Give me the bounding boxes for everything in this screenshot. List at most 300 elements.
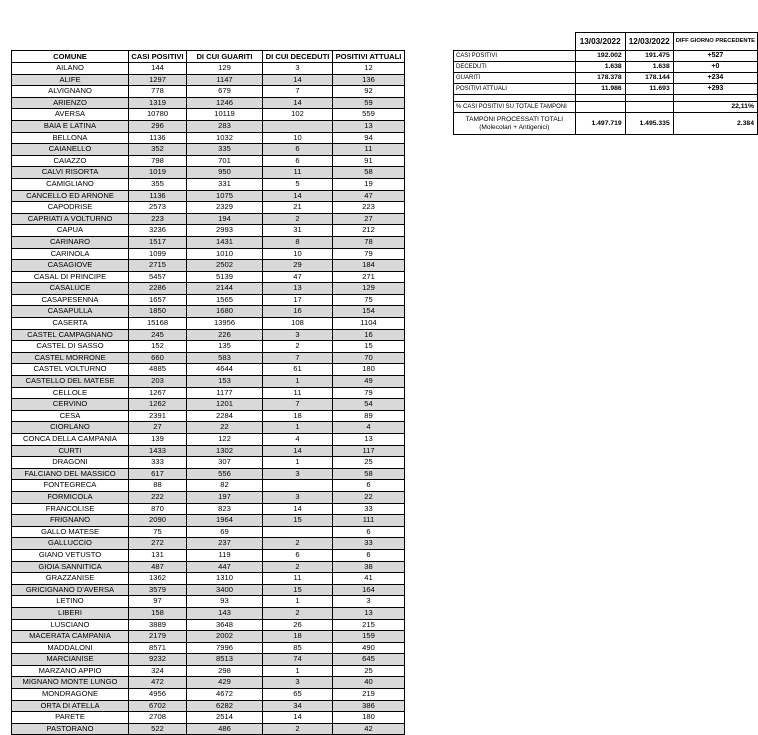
cell-guariti: 143 (187, 607, 263, 619)
cell-deceduti: 14 (263, 97, 333, 109)
cell-guariti: 226 (187, 329, 263, 341)
cell-comune: PASTORANO (12, 723, 129, 735)
table-row (12, 700, 405, 712)
cell-deceduti: 11 (263, 387, 333, 399)
summary-tamponi-diff: 2.384 (673, 113, 757, 135)
cell-deceduti (263, 120, 333, 132)
table-row (12, 376, 405, 388)
cell-guariti: 556 (187, 468, 263, 480)
cell-positivi-attuali: 1104 (333, 318, 405, 330)
table-row (12, 202, 405, 214)
cell-casi-positivi: 158 (129, 607, 187, 619)
cell-casi-positivi: 2708 (129, 712, 187, 724)
cell-casi-positivi: 352 (129, 144, 187, 156)
cell-deceduti: 14 (263, 74, 333, 86)
cell-comune: CASAL DI PRINCIPE (12, 271, 129, 283)
table-row (12, 654, 405, 666)
cell-positivi-attuali: 13 (333, 607, 405, 619)
cell-positivi-attuali: 79 (333, 248, 405, 260)
cell-deceduti: 16 (263, 306, 333, 318)
cell-casi-positivi: 522 (129, 723, 187, 735)
cell-deceduti: 2 (263, 538, 333, 550)
cell-comune: CANCELLO ED ARNONE (12, 190, 129, 202)
summary-tamponi-label (454, 113, 576, 135)
table-row (12, 86, 405, 98)
cell-comune: CARINARO (12, 236, 129, 248)
cell-comune: ALVIGNANO (12, 86, 129, 98)
table-row (12, 329, 405, 341)
cell-casi-positivi: 8571 (129, 642, 187, 654)
cell-casi-positivi: 4885 (129, 364, 187, 376)
cell-casi-positivi: 3579 (129, 584, 187, 596)
cell-comune: CESA (12, 410, 129, 422)
cell-casi-positivi: 15168 (129, 318, 187, 330)
cell-deceduti: 10 (263, 132, 333, 144)
cell-positivi-attuali: 25 (333, 457, 405, 469)
table-row (12, 294, 405, 306)
table-row (12, 468, 405, 480)
cell-deceduti: 17 (263, 294, 333, 306)
cell-positivi-attuali: 19 (333, 178, 405, 190)
cell-casi-positivi: 97 (129, 596, 187, 608)
cell-casi-positivi: 131 (129, 549, 187, 561)
cell-casi-positivi: 139 (129, 434, 187, 446)
summary-row (454, 51, 758, 62)
cell-guariti: 194 (187, 213, 263, 225)
cell-deceduti: 13 (263, 283, 333, 295)
cell-positivi-attuali: 219 (333, 689, 405, 701)
cell-deceduti: 1 (263, 665, 333, 677)
cell-guariti: 2514 (187, 712, 263, 724)
cell-positivi-attuali: 40 (333, 677, 405, 689)
table-row (12, 538, 405, 550)
summary-body (454, 51, 758, 95)
cell-comune: GRAZZANISE (12, 573, 129, 585)
cell-casi-positivi: 660 (129, 352, 187, 364)
cell-positivi-attuali: 4 (333, 422, 405, 434)
cell-deceduti: 5 (263, 178, 333, 190)
cell-guariti: 823 (187, 503, 263, 515)
cell-deceduti: 11 (263, 573, 333, 585)
cell-deceduti: 8 (263, 236, 333, 248)
cell-comune: BELLONA (12, 132, 129, 144)
cell-comune: FRIGNANO (12, 515, 129, 527)
cell-deceduti: 7 (263, 399, 333, 411)
table-row (12, 665, 405, 677)
cell-positivi-attuali: 117 (333, 445, 405, 457)
cell-comune: MARCIANISE (12, 654, 129, 666)
summary-pct-label: % CASI POSITIVI SU TOTALE TAMPONI (454, 102, 576, 113)
comuni-table-body (12, 63, 405, 735)
summary-row-current: 192.002 (575, 51, 625, 62)
cell-deceduti: 14 (263, 503, 333, 515)
cell-comune: CAPUA (12, 225, 129, 237)
cell-comune: CASAGIOVE (12, 260, 129, 272)
table-row (12, 410, 405, 422)
table-row (12, 712, 405, 724)
cell-guariti: 22 (187, 422, 263, 434)
cell-comune: ARIENZO (12, 97, 129, 109)
cell-comune: CASERTA (12, 318, 129, 330)
cell-guariti: 583 (187, 352, 263, 364)
cell-casi-positivi: 870 (129, 503, 187, 515)
cell-comune: CAPODRISE (12, 202, 129, 214)
cell-guariti: 237 (187, 538, 263, 550)
summary-row-label: GUARITI (454, 73, 576, 84)
cell-casi-positivi: 355 (129, 178, 187, 190)
cell-casi-positivi: 1099 (129, 248, 187, 260)
cell-comune: ORTA DI ATELLA (12, 700, 129, 712)
cell-positivi-attuali: 27 (333, 213, 405, 225)
cell-positivi-attuali: 490 (333, 642, 405, 654)
cell-deceduti (263, 480, 333, 492)
table-row (12, 109, 405, 121)
cell-casi-positivi: 222 (129, 491, 187, 503)
cell-guariti: 1431 (187, 236, 263, 248)
cell-positivi-attuali: 78 (333, 236, 405, 248)
cell-comune: CELLOLE (12, 387, 129, 399)
table-row (12, 283, 405, 295)
cell-casi-positivi: 487 (129, 561, 187, 573)
cell-comune: GALLO MATESE (12, 526, 129, 538)
cell-casi-positivi: 9232 (129, 654, 187, 666)
cell-positivi-attuali: 6 (333, 549, 405, 561)
table-row (12, 318, 405, 330)
cell-comune: BAIA E LATINA (12, 120, 129, 132)
cell-casi-positivi: 1850 (129, 306, 187, 318)
cell-guariti: 447 (187, 561, 263, 573)
summary-row (454, 73, 758, 84)
cell-comune: MONDRAGONE (12, 689, 129, 701)
table-row (12, 271, 405, 283)
summary-row-diff: +0 (673, 62, 757, 73)
cell-positivi-attuali: 271 (333, 271, 405, 283)
cell-positivi-attuali: 92 (333, 86, 405, 98)
cell-deceduti: 3 (263, 468, 333, 480)
cell-comune: LUSCIANO (12, 619, 129, 631)
comuni-table (11, 50, 405, 735)
cell-guariti: 1964 (187, 515, 263, 527)
summary-table (453, 32, 758, 135)
cell-positivi-attuali: 180 (333, 364, 405, 376)
cell-comune: GRICIGNANO D'AVERSA (12, 584, 129, 596)
summary-date-current: 13/03/2022 (575, 33, 625, 51)
cell-positivi-attuali: 6 (333, 480, 405, 492)
summary-row (454, 84, 758, 95)
cell-positivi-attuali: 33 (333, 538, 405, 550)
cell-deceduti: 2 (263, 607, 333, 619)
cell-casi-positivi: 1019 (129, 167, 187, 179)
cell-comune: PARETE (12, 712, 129, 724)
cell-deceduti: 65 (263, 689, 333, 701)
cell-comune: CAMIGLIANO (12, 178, 129, 190)
cell-guariti: 2502 (187, 260, 263, 272)
summary-tamponi-label-line2: (Molecolari + Antigenici) (479, 123, 550, 131)
table-row (12, 144, 405, 156)
cell-casi-positivi: 296 (129, 120, 187, 132)
cell-guariti: 1565 (187, 294, 263, 306)
table-row (12, 213, 405, 225)
cell-casi-positivi: 1136 (129, 132, 187, 144)
cell-guariti: 298 (187, 665, 263, 677)
cell-comune: GIANO VETUSTO (12, 549, 129, 561)
cell-guariti: 82 (187, 480, 263, 492)
summary-row-label: DECEDUTI (454, 62, 576, 73)
cell-guariti: 3648 (187, 619, 263, 631)
table-row (12, 352, 405, 364)
cell-deceduti: 1 (263, 457, 333, 469)
cell-casi-positivi: 6702 (129, 700, 187, 712)
table-row (12, 260, 405, 272)
cell-deceduti: 3 (263, 329, 333, 341)
table-row (12, 515, 405, 527)
cell-guariti: 135 (187, 341, 263, 353)
table-row (12, 178, 405, 190)
cell-guariti: 69 (187, 526, 263, 538)
table-row (12, 573, 405, 585)
summary-row-diff: +293 (673, 84, 757, 95)
cell-comune: MACERATA CAMPANIA (12, 631, 129, 643)
cell-deceduti: 2 (263, 213, 333, 225)
cell-guariti: 1177 (187, 387, 263, 399)
table-row (12, 167, 405, 179)
cell-positivi-attuali: 159 (333, 631, 405, 643)
cell-casi-positivi: 3889 (129, 619, 187, 631)
cell-deceduti: 31 (263, 225, 333, 237)
cell-comune: CASTEL CAMPAGNANO (12, 329, 129, 341)
cell-deceduti: 18 (263, 410, 333, 422)
header-deceduti: DI CUI DECEDUTI (263, 51, 333, 63)
cell-comune: CONCA DELLA CAMPANIA (12, 434, 129, 446)
cell-positivi-attuali: 11 (333, 144, 405, 156)
cell-comune: CASTEL VOLTURNO (12, 364, 129, 376)
comuni-table-header (12, 51, 405, 63)
cell-guariti: 2993 (187, 225, 263, 237)
cell-guariti: 197 (187, 491, 263, 503)
cell-guariti: 5139 (187, 271, 263, 283)
cell-comune: CAIANELLO (12, 144, 129, 156)
summary-header (454, 33, 758, 51)
cell-positivi-attuali: 25 (333, 665, 405, 677)
cell-positivi-attuali: 13 (333, 120, 405, 132)
cell-guariti: 1147 (187, 74, 263, 86)
cell-guariti: 679 (187, 86, 263, 98)
cell-comune: FONTEGRECA (12, 480, 129, 492)
cell-guariti: 13956 (187, 318, 263, 330)
cell-guariti: 1310 (187, 573, 263, 585)
cell-casi-positivi: 2090 (129, 515, 187, 527)
cell-casi-positivi: 203 (129, 376, 187, 388)
table-row (12, 306, 405, 318)
cell-casi-positivi: 223 (129, 213, 187, 225)
cell-positivi-attuali: 13 (333, 434, 405, 446)
summary-tamponi-current: 1.497.719 (575, 113, 625, 135)
cell-comune: CALVI RISORTA (12, 167, 129, 179)
cell-comune: CIORLANO (12, 422, 129, 434)
cell-deceduti: 7 (263, 86, 333, 98)
cell-casi-positivi: 4956 (129, 689, 187, 701)
table-row (12, 364, 405, 376)
cell-deceduti: 74 (263, 654, 333, 666)
cell-positivi-attuali: 49 (333, 376, 405, 388)
cell-positivi-attuali: 154 (333, 306, 405, 318)
header-casi-positivi: CASI POSITIVI (129, 51, 187, 63)
cell-positivi-attuali: 75 (333, 294, 405, 306)
cell-guariti: 1246 (187, 97, 263, 109)
cell-deceduti: 4 (263, 434, 333, 446)
cell-deceduti: 29 (263, 260, 333, 272)
cell-casi-positivi: 333 (129, 457, 187, 469)
cell-guariti: 1075 (187, 190, 263, 202)
cell-casi-positivi: 1262 (129, 399, 187, 411)
summary-row-current: 1.638 (575, 62, 625, 73)
table-row (12, 596, 405, 608)
cell-guariti: 1201 (187, 399, 263, 411)
table-row (12, 549, 405, 561)
cell-deceduti: 15 (263, 584, 333, 596)
summary-diff-header: DIFF GIORNO PRECEDENTE (673, 33, 757, 51)
cell-deceduti: 6 (263, 549, 333, 561)
cell-comune: CURTI (12, 445, 129, 457)
cell-deceduti: 18 (263, 631, 333, 643)
cell-casi-positivi: 1517 (129, 236, 187, 248)
table-row (12, 457, 405, 469)
table-row (12, 225, 405, 237)
cell-positivi-attuali: 212 (333, 225, 405, 237)
cell-guariti: 129 (187, 63, 263, 75)
cell-casi-positivi: 1267 (129, 387, 187, 399)
table-row (12, 120, 405, 132)
cell-casi-positivi: 2179 (129, 631, 187, 643)
cell-guariti: 4672 (187, 689, 263, 701)
cell-positivi-attuali: 386 (333, 700, 405, 712)
cell-deceduti: 3 (263, 491, 333, 503)
summary-row-label: CASI POSITIVI (454, 51, 576, 62)
cell-casi-positivi: 2391 (129, 410, 187, 422)
cell-casi-positivi: 472 (129, 677, 187, 689)
table-row (12, 631, 405, 643)
cell-positivi-attuali: 164 (333, 584, 405, 596)
table-row (12, 445, 405, 457)
table-row (12, 341, 405, 353)
cell-guariti: 6282 (187, 700, 263, 712)
cell-deceduti: 14 (263, 190, 333, 202)
summary-row-previous: 1.638 (625, 62, 673, 73)
cell-casi-positivi: 2286 (129, 283, 187, 295)
header-positivi-attuali: POSITIVI ATTUALI (333, 51, 405, 63)
table-row (12, 480, 405, 492)
summary-tamponi-row (454, 113, 758, 135)
cell-casi-positivi: 10780 (129, 109, 187, 121)
cell-comune: CASTEL DI SASSO (12, 341, 129, 353)
cell-guariti: 1032 (187, 132, 263, 144)
cell-guariti: 331 (187, 178, 263, 190)
cell-guariti: 3400 (187, 584, 263, 596)
cell-comune: AVERSA (12, 109, 129, 121)
table-row (12, 399, 405, 411)
cell-guariti: 1010 (187, 248, 263, 260)
cell-casi-positivi: 245 (129, 329, 187, 341)
cell-casi-positivi: 1362 (129, 573, 187, 585)
summary-row-current: 178.378 (575, 73, 625, 84)
cell-comune: LIBERI (12, 607, 129, 619)
cell-positivi-attuali: 47 (333, 190, 405, 202)
cell-casi-positivi: 152 (129, 341, 187, 353)
table-row (12, 190, 405, 202)
cell-positivi-attuali: 54 (333, 399, 405, 411)
table-row (12, 63, 405, 75)
cell-positivi-attuali: 645 (333, 654, 405, 666)
cell-casi-positivi: 1136 (129, 190, 187, 202)
cell-deceduti: 1 (263, 596, 333, 608)
cell-deceduti: 15 (263, 515, 333, 527)
cell-comune: AILANO (12, 63, 129, 75)
cell-guariti: 2002 (187, 631, 263, 643)
cell-guariti: 2329 (187, 202, 263, 214)
cell-guariti: 283 (187, 120, 263, 132)
cell-comune: FORMICOLA (12, 491, 129, 503)
cell-deceduti: 14 (263, 712, 333, 724)
cell-positivi-attuali: 91 (333, 155, 405, 167)
cell-deceduti: 2 (263, 561, 333, 573)
cell-comune: CASALUCE (12, 283, 129, 295)
cell-casi-positivi: 324 (129, 665, 187, 677)
cell-guariti: 10119 (187, 109, 263, 121)
cell-positivi-attuali: 42 (333, 723, 405, 735)
summary-row-diff: +234 (673, 73, 757, 84)
cell-comune: CASTELLO DEL MATESE (12, 376, 129, 388)
table-row (12, 422, 405, 434)
cell-deceduti: 7 (263, 352, 333, 364)
cell-guariti: 307 (187, 457, 263, 469)
cell-comune: GALLUCCIO (12, 538, 129, 550)
cell-guariti: 950 (187, 167, 263, 179)
cell-deceduti: 34 (263, 700, 333, 712)
table-row (12, 584, 405, 596)
cell-positivi-attuali: 38 (333, 561, 405, 573)
cell-casi-positivi: 1297 (129, 74, 187, 86)
table-row (12, 155, 405, 167)
header-comune: COMUNE (12, 51, 129, 63)
table-row (12, 248, 405, 260)
cell-comune: MADDALONI (12, 642, 129, 654)
cell-positivi-attuali: 41 (333, 573, 405, 585)
cell-comune: CAPRIATI A VOLTURNO (12, 213, 129, 225)
cell-positivi-attuali: 89 (333, 410, 405, 422)
cell-positivi-attuali: 3 (333, 596, 405, 608)
cell-positivi-attuali: 70 (333, 352, 405, 364)
summary-tamponi-previous: 1.495.335 (625, 113, 673, 135)
table-row (12, 561, 405, 573)
cell-comune: CASAPULLA (12, 306, 129, 318)
table-row (12, 74, 405, 86)
cell-casi-positivi: 798 (129, 155, 187, 167)
cell-positivi-attuali: 559 (333, 109, 405, 121)
cell-guariti: 429 (187, 677, 263, 689)
summary-gap-row (454, 95, 758, 102)
summary-tamponi-label-line1: TAMPONI PROCESSATI TOTALI (465, 115, 564, 123)
cell-guariti: 335 (187, 144, 263, 156)
cell-deceduti: 10 (263, 248, 333, 260)
cell-guariti: 2144 (187, 283, 263, 295)
table-row (12, 619, 405, 631)
cell-positivi-attuali: 16 (333, 329, 405, 341)
table-row (12, 491, 405, 503)
table-row (12, 503, 405, 515)
cell-positivi-attuali: 12 (333, 63, 405, 75)
table-row (12, 642, 405, 654)
cell-deceduti: 6 (263, 155, 333, 167)
